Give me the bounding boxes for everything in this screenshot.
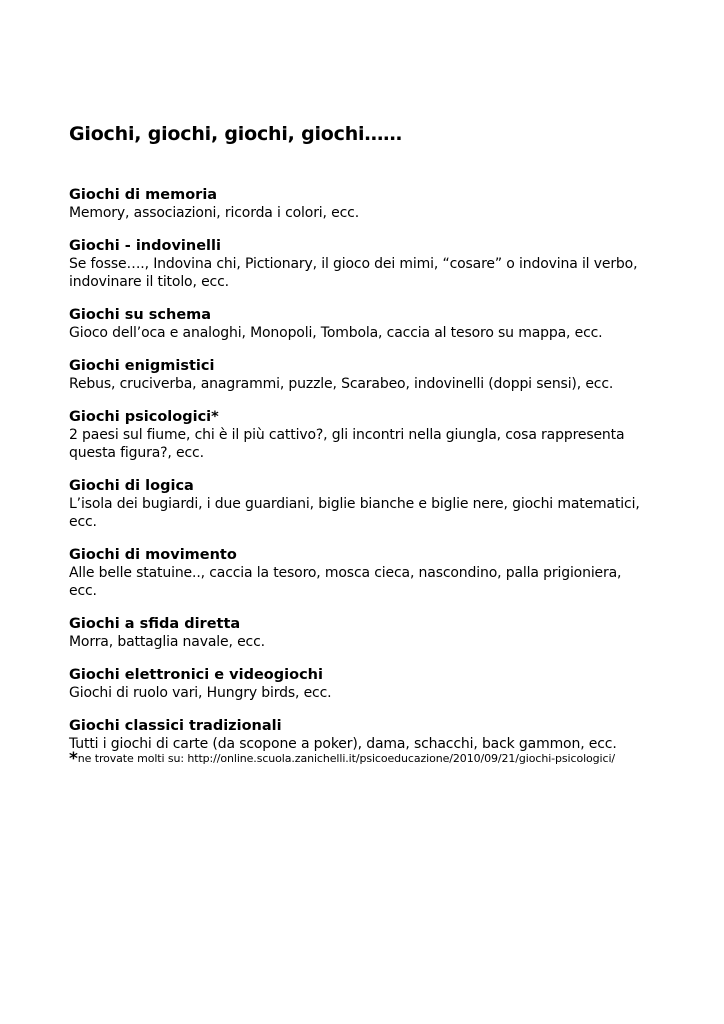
- category-section: [69, 237, 649, 291]
- category-section: [69, 306, 649, 342]
- category-heading: Giochi classici tradizionali: [69, 718, 282, 734]
- category-section: [69, 546, 649, 600]
- category-heading: Giochi su schema: [69, 307, 212, 323]
- category-description: Morra, battaglia navale, ecc.: [69, 634, 265, 650]
- category-description: Se fosse…., Indovina chi, Pictionary, il gioco dei mimi, “cosare” o indovina il verbo, indovinare il titolo, ecc.: [69, 256, 638, 290]
- category-description: Gioco dell’oca e analoghi, Monopoli, Tombola, caccia al tesoro su mappa, ecc.: [69, 325, 603, 341]
- category-heading: Giochi psicologici*: [69, 409, 219, 425]
- category-description: L’isola dei bugiardi, i due guardiani, biglie bianche e biglie nere, giochi matematici, ecc.: [69, 496, 640, 530]
- category-heading: Giochi elettronici e videogiochi: [69, 667, 323, 683]
- category-description: Memory, associazioni, ricorda i colori, ecc.: [69, 205, 359, 221]
- game-categories-list: [69, 186, 649, 768]
- category-heading: Giochi di movimento: [69, 547, 237, 563]
- category-section: [69, 186, 649, 222]
- category-section: [69, 357, 649, 393]
- category-description: Giochi di ruolo vari, Hungry birds, ecc.: [69, 685, 332, 701]
- category-heading: Giochi - indovinelli: [69, 238, 221, 254]
- category-heading: Giochi enigmistici: [69, 358, 215, 374]
- category-section: [69, 615, 649, 651]
- footnote-asterisk: *: [69, 749, 78, 769]
- category-heading: Giochi a sfida diretta: [69, 616, 241, 632]
- category-section: [69, 408, 649, 462]
- category-description: Alle belle statuine.., caccia la tesoro, mosca cieca, nascondino, palla prigioniera, ecc.: [69, 565, 622, 599]
- category-section: [69, 477, 649, 531]
- category-description: 2 paesi sul fiume, chi è il più cattivo?, gli incontri nella giungla, cosa rappresenta questa figura?, ecc.: [69, 427, 625, 461]
- category-heading: Giochi di memoria: [69, 187, 218, 203]
- footnote: [69, 750, 615, 768]
- category-description: Rebus, cruciverba, anagrammi, puzzle, Scarabeo, indovinelli (doppi sensi), ecc.: [69, 376, 614, 392]
- category-description: Tutti i giochi di carte (da scopone a poker), dama, schacchi, back gammon, ecc.: [69, 736, 617, 752]
- category-section: [69, 666, 649, 702]
- document-title: Giochi, giochi, giochi, giochi……: [69, 123, 402, 145]
- category-section: [69, 717, 649, 753]
- category-heading: Giochi di logica: [69, 478, 194, 494]
- footnote-text: ne trovate molti su: http://online.scuola.zanichelli.it/psicoeducazione/2010/09/21/giochi-psicologici/: [77, 752, 616, 765]
